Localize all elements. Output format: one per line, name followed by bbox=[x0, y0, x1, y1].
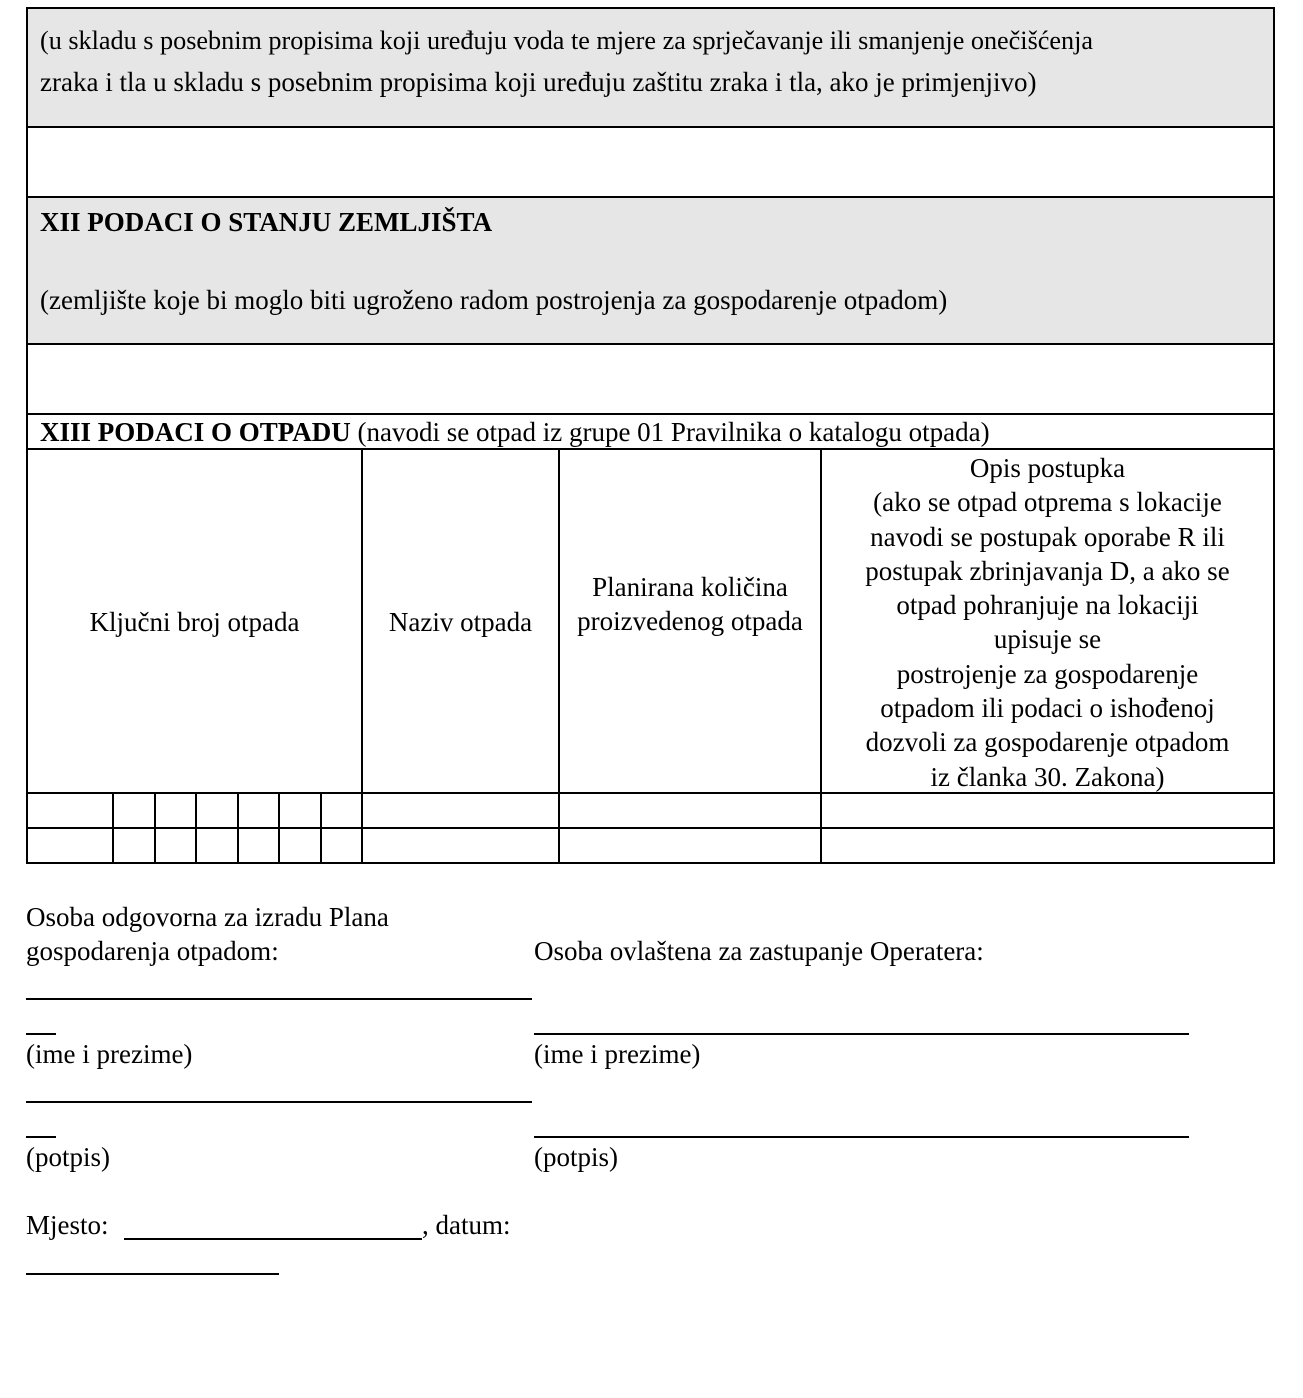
section-xiii-title: XIII PODACI O OTPADU bbox=[40, 417, 351, 447]
table-row[interactable] bbox=[28, 829, 1273, 862]
section-xi-note-line2: zraka i tla u skladu s posebnim propisima koji uređuju zaštitu zraka i tla, ako je primjenjivo) bbox=[40, 67, 1037, 97]
section-xiii-heading bbox=[40, 415, 990, 449]
procedure-line: otpadom ili podaci o ishođenoj bbox=[880, 693, 1215, 724]
right-signature-line[interactable] bbox=[534, 1136, 1189, 1138]
procedure-line: postupak zbrinjavanja D, a ako se bbox=[865, 555, 1230, 586]
place-input-line[interactable] bbox=[124, 1238, 422, 1240]
column-header-planned-quantity-text: Planirana količina proizvedenog otpada bbox=[577, 572, 803, 636]
left-signature-line[interactable] bbox=[26, 1101, 532, 1103]
column-header-planned-quantity bbox=[560, 570, 820, 638]
column-header-key-number: Ključni broj otpada bbox=[89, 607, 300, 637]
procedure-line: iz članka 30. Zakona) bbox=[930, 761, 1165, 792]
column-header-waste-name: Naziv otpada bbox=[388, 607, 533, 637]
procedure-line: otpad pohranjuje na lokaciji bbox=[896, 590, 1199, 621]
left-signature-line-tail bbox=[26, 1136, 56, 1138]
date-input-line[interactable] bbox=[26, 1273, 279, 1275]
procedure-line: upisuje se bbox=[993, 624, 1102, 655]
procedure-line: dozvoli za gospodarenje otpadom bbox=[865, 727, 1230, 758]
place-label: Mjesto: bbox=[26, 1210, 109, 1240]
right-name-line[interactable] bbox=[534, 1033, 1189, 1035]
table-row[interactable] bbox=[28, 794, 1273, 827]
section-xii-note: (zemljište koje bi moglo biti ugroženo radom postrojenja za gospodarenje otpadom) bbox=[40, 285, 948, 315]
left-name-line-tail bbox=[26, 1033, 56, 1035]
left-name-line[interactable] bbox=[26, 998, 532, 1000]
section-xi-input-cell[interactable] bbox=[28, 128, 1273, 195]
date-label: , datum: bbox=[422, 1210, 511, 1240]
left-signature-caption: (potpis) bbox=[26, 1142, 110, 1172]
right-signature-caption: (potpis) bbox=[534, 1142, 618, 1172]
section-xii-title: XII PODACI O STANJU ZEMLJIŠTA bbox=[40, 207, 493, 237]
section-xi-note-line1: (u skladu s posebnim propisima koji uređuju voda te mjere za sprječavanje ili smanjenje onečišćenja bbox=[40, 26, 1093, 55]
section-xii-input-cell[interactable] bbox=[28, 345, 1273, 412]
procedure-line: Opis postupka bbox=[969, 453, 1126, 483]
procedure-line: postrojenje za gospodarenje bbox=[896, 658, 1199, 689]
right-name-caption: (ime i prezime) bbox=[534, 1039, 701, 1069]
right-signer-label: Osoba ovlaštena za zastupanje Operatera: bbox=[534, 936, 984, 966]
left-signer-label-line1: Osoba odgovorna za izradu Plana bbox=[26, 902, 389, 932]
section-xiii-note: (navodi se otpad iz grupe 01 Pravilnika o katalogu otpada) bbox=[350, 417, 990, 447]
procedure-line: navodi se postupak oporabe R ili bbox=[870, 521, 1225, 552]
column-header-procedure bbox=[822, 451, 1273, 794]
left-name-caption: (ime i prezime) bbox=[26, 1039, 193, 1069]
procedure-line: (ako se otpad otprema s lokacije bbox=[873, 487, 1222, 518]
left-signer-label-line2: gospodarenja otpadom: bbox=[26, 936, 279, 966]
